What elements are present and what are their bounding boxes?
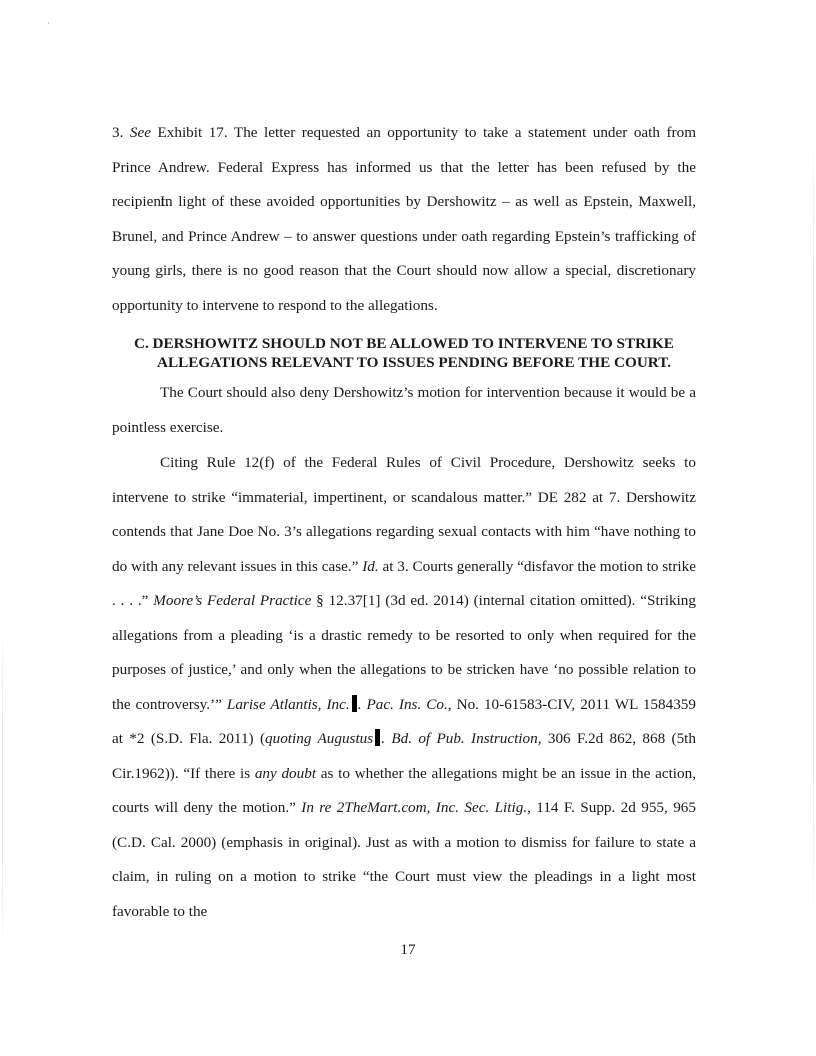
emphasis-any-doubt: any doubt: [254, 764, 317, 782]
paragraph-pointless-exercise: The Court should also deny Dershowitz’s motion for intervention because it would be a pointless exercise.: [112, 384, 696, 436]
p4-text-2: at 3. Courts generally “disfavor the motion to strike . . . .”: [112, 557, 696, 609]
signal-see: See: [129, 124, 151, 141]
scan-speck: [48, 22, 49, 24]
section-heading-c: [134, 334, 696, 372]
scan-edge-right: [813, 120, 814, 940]
redaction-bar: [352, 695, 357, 712]
page-number: 17: [400, 941, 416, 958]
exhibit-text: Exhibit 17. The letter requested an opportunity to take a statement under oath from Prince Andrew. Federal Express has informed us that the letter has been refused by the recipient.: [112, 124, 697, 210]
p4-text-4: , No. 10-61583-CIV, 2011 WL 1584359 at *2 (S.D. Fla. 2011) (: [112, 695, 696, 747]
citation-moores: Moore’s Federal Practice: [153, 592, 312, 609]
paragraph-avoided-opportunities: In light of these avoided opportunities by Dershowitz – as well as Epstein, Maxwell, Brunel, and Prince Andrew – to answer questions under oath regarding Epstein’s trafficking of young girls, there is no good reason that the Court should now allow a special, discretionary opportunity to intervene to respond to the allegations.: [112, 193, 696, 314]
footnote-text: 3.: [112, 124, 130, 141]
paragraph-rule-12f: [112, 446, 696, 929]
heading-line-1: C. DERSHOWITZ SHOULD NOT BE ALLOWED TO INTERVENE TO STRIKE: [134, 335, 674, 352]
p4-text-7: , 114 F. Supp. 2d 955, 965 (C.D. Cal. 2000) (emphasis in original). Just as with a motion to dismiss for failure to state a claim, in ruling on a motion to strike “the Court must view the pleadings in a light most favorable to the: [112, 799, 696, 920]
p4-text-5: 306 F.2d 862, 868 (5th Cir.1962)). “If there is: [112, 730, 696, 782]
p4-text-3: § 12.37[1] (3d ed. 2014) (internal citation omitted). “Striking allegations from a pleading ‘is a drastic remedy to be resorted to only when required for the purposes of justice,’ and only when the allegations to be stricken have ‘no possible relation to the controversy.’”: [112, 592, 696, 713]
citation-larise: Larise Atlantis, Inc.: [226, 695, 350, 713]
p4-text-6: as to whether the allegations might be an issue in the action, courts will deny the motion.”: [112, 764, 696, 816]
citation-pac-ins: . Pac. Ins. Co.: [357, 695, 448, 713]
citation-board: . Bd. of Pub. Instruction,: [381, 730, 542, 747]
heading-line-2: ALLEGATIONS RELEVANT TO ISSUES PENDING BEFORE THE COURT.: [157, 354, 672, 371]
redaction-bar: [375, 729, 380, 746]
citation-2themart: In re 2TheMart.com, Inc. Sec. Litig.: [301, 799, 528, 816]
citation-augustus: quoting Augustus: [265, 730, 374, 747]
citation-id: Id.: [362, 557, 379, 575]
scan-edge-left: [2, 620, 3, 960]
p4-text-1: Citing Rule 12(f) of the Federal Rules of Civil Procedure, Dershowitz seeks to intervene to strike “immaterial, impertinent, or scandalous matter.” DE 282 at 7. Dershowitz contends that Jane Doe No. 3’s allegations regarding sexual contacts with him “have nothing to do with any relevant issues in this case.”: [112, 454, 696, 575]
